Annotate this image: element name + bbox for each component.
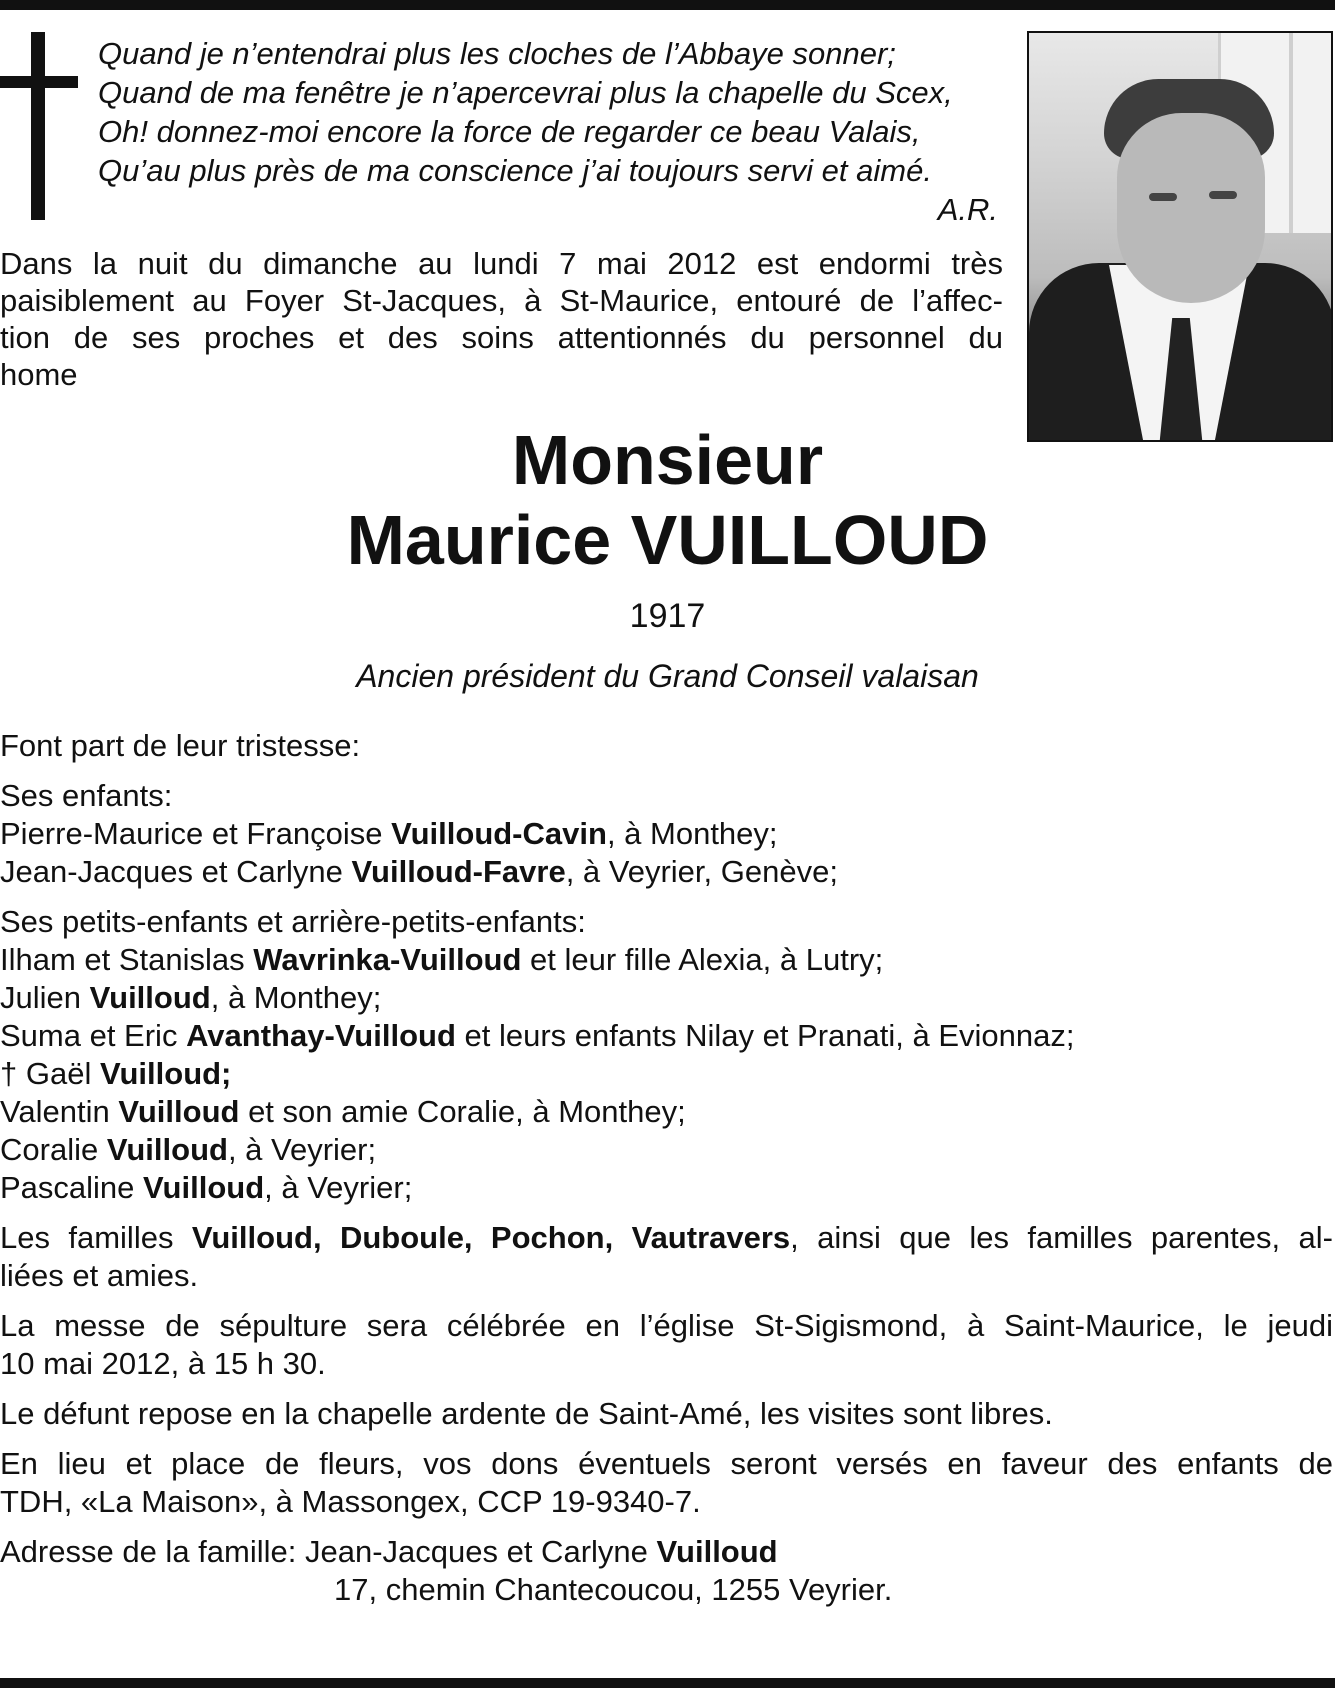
grandchildren-heading: Ses petits-enfants et arrière-petits-enfants: (0, 904, 586, 939)
portrait-photo (1027, 31, 1333, 442)
announcement-body (0, 727, 1333, 1609)
deceased-title: Ancien président du Grand Conseil valaisan (356, 658, 979, 694)
repose-paragraph: Le défunt repose en la chapelle ardente de Saint-Amé, les visites sont libres. (0, 1396, 1053, 1431)
list-item: Valentin Vuilloud et son amie Coralie, à Monthey; (0, 1094, 686, 1129)
bottom-border (0, 1678, 1335, 1688)
list-item: Pascaline Vuilloud, à Veyrier; (0, 1170, 413, 1205)
list-item: Pierre-Maurice et Françoise Vuilloud-Cavin, à Monthey; (0, 816, 778, 851)
deceased-name: Maurice VUILLOUD (346, 501, 989, 579)
poem-line: Qu’au plus près de ma conscience j’ai toujours servi et aimé. (98, 153, 932, 188)
deceased-name-block (0, 420, 1335, 580)
list-item: Julien Vuilloud, à Monthey; (0, 980, 382, 1015)
intro-line: paisiblement au Foyer St-Jacques, à St-Maurice, entouré de l’affec- (0, 283, 1003, 318)
list-item: † Gaël Vuilloud; (0, 1056, 232, 1091)
list-item: Suma et Eric Avanthay-Vuilloud et leurs enfants Nilay et Pranati, à Evionnaz; (0, 1018, 1075, 1053)
poem-signature: A.R. (937, 192, 998, 227)
poem (98, 34, 998, 229)
poem-line: Quand de ma fenêtre je n’apercevrai plus la chapelle du Scex, (98, 75, 953, 110)
announcement: Font part de leur tristesse: (0, 728, 361, 763)
honorific: Monsieur (511, 421, 824, 499)
list-item: Jean-Jacques et Carlyne Vuilloud-Favre, à Veyrier, Genève; (0, 854, 838, 889)
family-address: Adresse de la famille: Jean-Jacques et Carlyne Vuilloud 17, chemin Chantecoucou, 1255 Veyrier. (0, 1533, 1333, 1609)
children-heading: Ses enfants: (0, 778, 173, 813)
mass-paragraph: La messe de sépulture sera célébrée en l’église St-Sigismond, à Saint-Maurice, le jeudi 10 mai 2012, à 15 h 30. (0, 1308, 1333, 1381)
birth-year: 1917 (629, 597, 706, 635)
poem-line: Oh! donnez-moi encore la force de regarder ce beau Valais, (98, 114, 921, 149)
donations-paragraph: En lieu et place de fleurs, vos dons éventuels seront versés en faveur des enfants de TDH, «La Maison», à Massongex, CCP 19-9340-7. (0, 1446, 1333, 1519)
cross-icon (0, 32, 80, 220)
poem-line: Quand je n’entendrai plus les cloches de l’Abbaye sonner; (98, 36, 896, 71)
grandchildren-list (0, 903, 1333, 1207)
children-list (0, 777, 1333, 891)
list-item: Coralie Vuilloud, à Veyrier; (0, 1132, 377, 1167)
address-street: 17, chemin Chantecoucou, 1255 Veyrier. (334, 1572, 893, 1607)
intro-line: home (0, 357, 78, 392)
list-item: Ilham et Stanislas Wavrinka-Vuilloud et leur fille Alexia, à Lutry; (0, 942, 884, 977)
intro-line: Dans la nuit du dimanche au lundi 7 mai 2012 est endormi très (0, 246, 1003, 281)
families-paragraph: Les familles Vuilloud, Duboule, Pochon, Vautravers, ainsi que les familles parentes, al- liées et amies. (0, 1220, 1333, 1293)
top-border (0, 0, 1335, 10)
intro-line: tion de ses proches et des soins attentionnés du personnel du (0, 320, 1003, 355)
intro-paragraph (0, 245, 1003, 393)
